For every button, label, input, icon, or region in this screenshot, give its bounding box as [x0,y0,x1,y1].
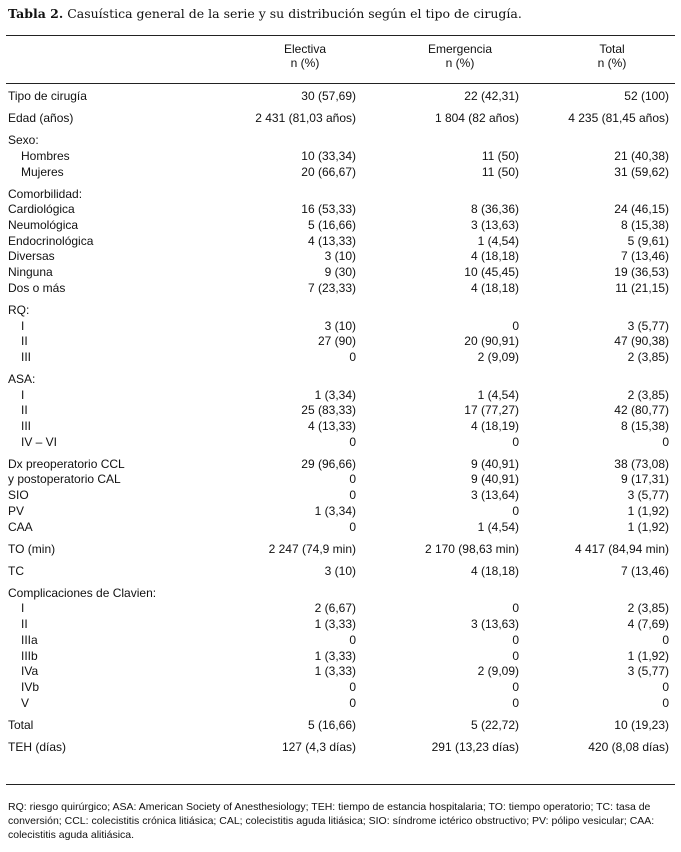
cell-emergencia: 8 (36,36) [470,202,519,217]
table-row [8,388,675,404]
column-unit: n (%) [597,56,627,70]
cell-electiva: 1 (3,34) [314,503,356,518]
cell-total: 47 (90,38) [614,334,669,349]
cell-emergencia [356,133,519,149]
cell-emergencia: 0 [512,679,519,694]
cell-electiva: 4 (13,33) [307,419,356,434]
cell-total: 19 (36,53) [614,265,669,280]
table-row [8,133,675,149]
column-header-emergencia [410,42,510,70]
cell-total: 1 (1,92) [627,648,669,663]
row-label: ASA: [8,371,36,386]
table-row [8,281,675,297]
column-header-electiva [255,42,355,70]
row-label: IVa [21,664,39,679]
row-label: V [21,695,30,710]
cell-total: 4 (7,69) [627,617,669,632]
table-row [8,165,675,181]
row-label: IV – VI [21,434,58,449]
cell-emergencia: 5 (22,72) [470,717,519,732]
cell-electiva: 10 (33,34) [301,148,356,163]
cell-electiva [223,586,356,602]
table-row [8,718,675,734]
table-row [8,520,675,536]
table-row [8,617,675,633]
cell-electiva [223,133,356,149]
row-label: Dx preoperatorio CCL [8,456,125,471]
table-row [8,419,675,435]
cell-total: 2 (3,85) [627,387,669,402]
row-label: Dos o más [8,280,66,295]
cell-emergencia: 1 804 (82 años) [434,111,519,126]
row-label: Edad (años) [8,111,74,126]
cell-emergencia: 9 (40,91) [470,456,519,471]
cell-electiva: 20 (66,67) [301,164,356,179]
row-label: Comorbilidad: [8,186,83,201]
cell-emergencia: 0 [512,648,519,663]
table-title: Casuística general de la serie y su distribución según el tipo de cirugía. [67,6,522,21]
cell-emergencia: 20 (90,91) [464,334,519,349]
table-row [8,664,675,680]
column-name: Electiva [283,42,327,56]
header-rule [6,83,675,84]
cell-total: 7 (13,46) [620,249,669,264]
cell-electiva: 2 431 (81,03 años) [255,111,356,126]
table-row [8,680,675,696]
table-row [8,202,675,218]
cell-electiva: 2 (6,67) [314,601,356,616]
cell-electiva: 1 (3,33) [314,648,356,663]
row-label: I [21,601,25,616]
cell-emergencia: 3 (13,64) [470,488,519,503]
cell-emergencia: 22 (42,31) [464,89,519,103]
cell-emergencia: 10 (45,45) [464,265,519,280]
table-body [8,89,675,755]
cell-total: 42 (80,77) [614,403,669,418]
table-row [8,403,675,419]
cell-emergencia: 4 (18,18) [470,280,519,295]
cell-emergencia: 0 [512,632,519,647]
table-row [8,89,675,105]
cell-electiva: 0 [349,488,356,503]
row-label: RQ: [8,302,30,317]
cell-electiva: 0 [349,434,356,449]
row-label: y postoperatorio CAL [8,472,121,487]
row-label: Total [8,717,34,732]
column-unit: n (%) [290,56,320,70]
table-caption [8,6,673,21]
cell-emergencia: 0 [512,318,519,333]
cell-total: 4 235 (81,45 años) [568,111,669,126]
row-label: PV [8,503,25,518]
table-row [8,649,675,665]
row-label: I [21,387,25,402]
table-row [8,265,675,281]
cell-emergencia [356,372,519,388]
top-rule [6,35,675,36]
row-label: Diversas [8,249,55,264]
table-row [8,372,675,388]
row-label: IVb [21,679,40,694]
cell-total [519,133,669,149]
row-label: II [21,334,28,349]
cell-electiva: 1 (3,33) [314,664,356,679]
cell-electiva: 2 247 (74,9 min) [268,541,356,556]
cell-total: 38 (73,08) [614,456,669,471]
cell-emergencia: 1 (4,54) [477,387,519,402]
cell-electiva: 0 [349,632,356,647]
row-label: Sexo: [8,133,39,148]
table-row [8,488,675,504]
table-row [8,334,675,350]
table-row [8,111,675,127]
cell-total: 4 417 (84,94 min) [574,541,669,556]
row-label: Mujeres [21,164,64,179]
cell-electiva: 3 (10) [324,318,356,333]
cell-total: 2 (3,85) [627,601,669,616]
row-label: II [21,403,28,418]
cell-total: 1 (1,92) [627,519,669,534]
row-label: Cardiológica [8,202,75,217]
cell-electiva: 25 (83,33) [301,403,356,418]
cell-total [519,187,669,203]
row-label: Tipo de cirugía [8,89,87,103]
cell-electiva: 0 [349,679,356,694]
table-row [8,234,675,250]
cell-total: 24 (46,15) [614,202,669,217]
row-label: CAA [8,519,33,534]
table-row [8,601,675,617]
bottom-rule [6,784,675,785]
row-label: I [21,318,25,333]
cell-electiva: 0 [349,519,356,534]
cell-emergencia [356,187,519,203]
table-row [8,564,675,580]
table-row [8,187,675,203]
cell-emergencia: 9 (40,91) [470,472,519,487]
cell-emergencia: 1 (4,54) [477,519,519,534]
table-row [8,504,675,520]
row-label: SIO [8,488,29,503]
row-label: TO (min) [8,541,56,556]
cell-emergencia: 0 [512,601,519,616]
table-row [8,542,675,558]
cell-electiva: 5 (16,66) [307,717,356,732]
cell-electiva: 29 (96,66) [301,456,356,471]
cell-emergencia: 3 (13,63) [470,217,519,232]
cell-total: 10 (19,23) [614,717,669,732]
cell-total: 11 (21,15) [615,280,669,295]
cell-electiva: 5 (16,66) [307,217,356,232]
row-label: Ninguna [8,265,53,280]
table-row [8,696,675,712]
cell-total: 52 (100) [624,89,669,103]
column-name: Total [599,42,625,56]
table-row [8,350,675,366]
row-label: IIIb [21,648,38,663]
table-row [8,249,675,265]
row-label: II [21,617,28,632]
cell-total: 0 [662,632,669,647]
cell-electiva: 1 (3,33) [314,617,356,632]
cell-electiva: 7 (23,33) [307,280,356,295]
cell-emergencia [356,303,519,319]
table-row [8,457,675,473]
cell-total: 1 (1,92) [627,503,669,518]
cell-total: 420 (8,08 días) [588,739,669,754]
cell-total: 0 [662,434,669,449]
row-label: Neumológica [8,217,79,232]
cell-total: 7 (13,46) [620,563,669,578]
row-label: Endocrinológica [8,233,94,248]
cell-emergencia: 0 [512,695,519,710]
cell-emergencia: 0 [512,503,519,518]
cell-emergencia [356,586,519,602]
cell-total: 9 (17,31) [620,472,669,487]
cell-emergencia: 4 (18,18) [470,249,519,264]
cell-total: 3 (5,77) [627,318,669,333]
row-label: III [21,419,32,434]
cell-electiva [223,372,356,388]
cell-emergencia: 11 (50) [481,148,519,163]
cell-electiva: 0 [349,349,356,364]
table-row [8,435,675,451]
cell-total: 8 (15,38) [620,419,669,434]
column-name: Emergencia [427,42,493,56]
cell-total [519,372,669,388]
row-label: Complicaciones de Clavien: [8,585,157,600]
cell-electiva [223,187,356,203]
cell-total [519,586,669,602]
cell-electiva: 127 (4,3 días) [281,739,356,754]
cell-electiva: 30 (57,69) [301,89,356,103]
cell-total: 21 (40,38) [614,148,669,163]
cell-electiva: 3 (10) [324,249,356,264]
cell-emergencia: 2 (9,09) [477,349,519,364]
cell-electiva: 9 (30) [324,265,356,280]
cell-electiva: 4 (13,33) [307,233,356,248]
cell-total: 3 (5,77) [627,488,669,503]
cell-emergencia: 2 170 (98,63 min) [424,541,519,556]
row-label: TEH (días) [8,739,67,754]
table-row [8,218,675,234]
table-row [8,586,675,602]
cell-total: 8 (15,38) [620,217,669,232]
cell-emergencia: 4 (18,18) [470,563,519,578]
table-number: Tabla 2. [8,6,64,21]
cell-total: 3 (5,77) [627,664,669,679]
row-label: Hombres [21,148,70,163]
cell-emergencia: 1 (4,54) [477,233,519,248]
cell-electiva: 3 (10) [324,563,356,578]
cell-emergencia: 2 (9,09) [477,664,519,679]
table-footnote: RQ: riesgo quirúrgico; ASA: American Society of Anesthesiology; TEH: tiempo de estancia hospitalaria; TO: tiempo operatorio; TC: tasa de conversión; CCL: colecistitis crónica litiásica; CAL; colecistitis aguda litiásica; SIO: síndrome ictérico obstructivo; PV: pólipo vesicular; CAA: colecistitis aguda alitiásica. [8,801,655,841]
cell-total: 0 [662,695,669,710]
cell-electiva: 27 (90) [317,334,356,349]
row-label: IIIa [21,632,38,647]
cell-total: 5 (9,61) [627,233,669,248]
table-row [8,303,675,319]
cell-emergencia: 3 (13,63) [470,617,519,632]
column-header-total [562,42,662,70]
column-unit: n (%) [445,56,475,70]
cell-electiva: 0 [349,695,356,710]
row-label: TC [8,563,24,578]
cell-emergencia: 4 (18,19) [470,419,519,434]
row-label: III [21,349,32,364]
cell-electiva [223,303,356,319]
cell-total: 2 (3,85) [627,349,669,364]
cell-total: 0 [662,679,669,694]
table-row [8,319,675,335]
cell-total: 31 (59,62) [614,164,669,179]
cell-electiva: 16 (53,33) [301,202,356,217]
table-row [8,740,675,756]
cell-electiva: 0 [349,472,356,487]
cell-total [519,303,669,319]
table-row [8,149,675,165]
cell-emergencia: 11 (50) [481,164,519,179]
table-row [8,472,675,488]
cell-electiva: 1 (3,34) [314,387,356,402]
table-row [8,633,675,649]
cell-emergencia: 17 (77,27) [464,403,519,418]
cell-emergencia: 0 [512,434,519,449]
cell-emergencia: 291 (13,23 días) [431,739,519,754]
